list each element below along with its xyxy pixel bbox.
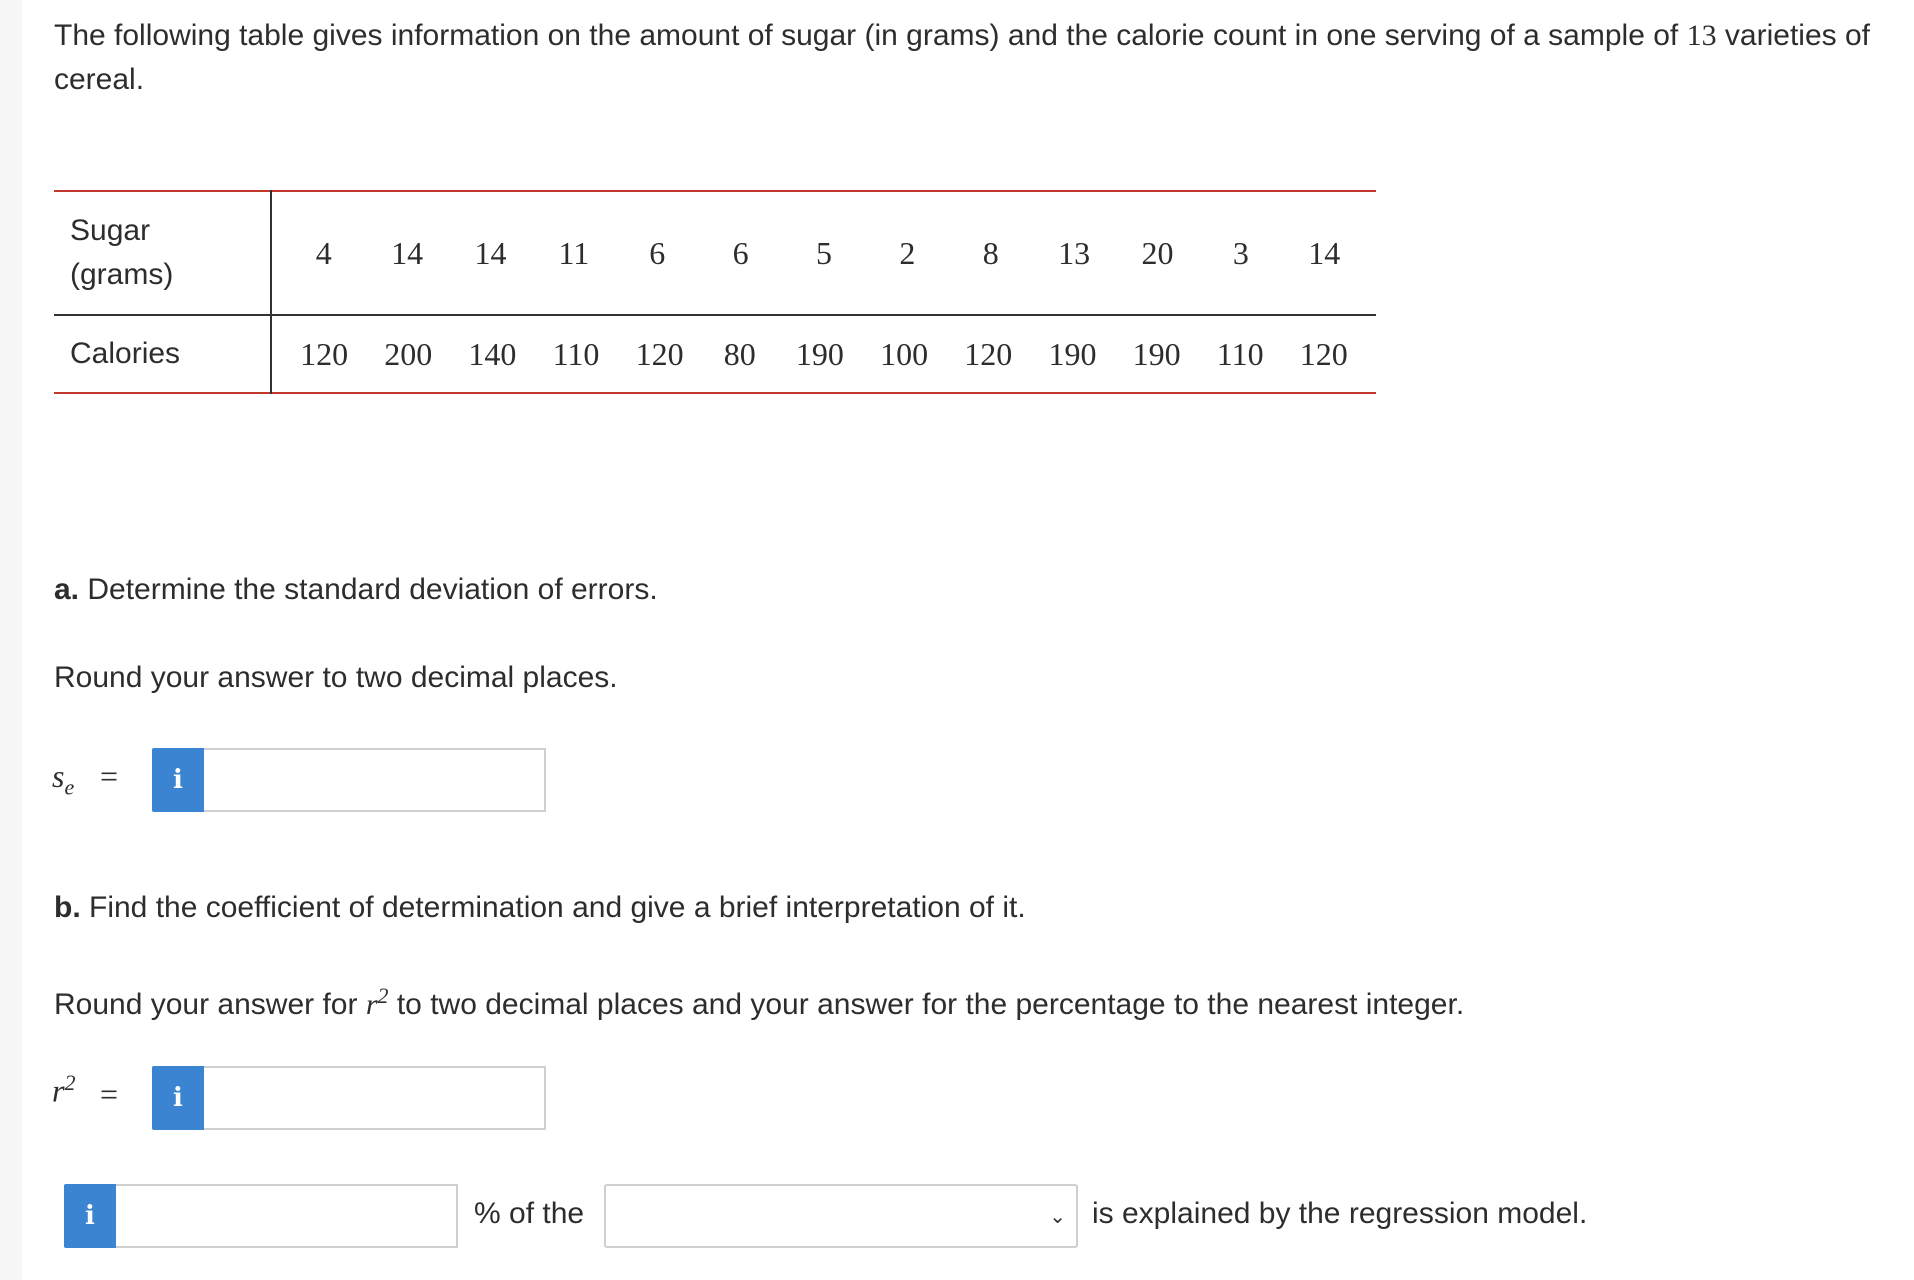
r2-symbol [52,1070,75,1110]
part-a-note: Round your answer to two decimal places. [54,661,618,694]
se-symbol-s: s [52,758,65,794]
part-b-label: b. [54,891,81,924]
sentence-end-text: is explained by the regression model. [1092,1197,1588,1230]
percent-of-the-text: % of the [474,1197,585,1230]
part-a-text: Determine the standard deviation of errors. [79,573,658,606]
percent-info-icon[interactable]: i [64,1184,116,1248]
calories-row [54,315,1376,393]
chevron-down-icon: ⌄ [1049,1204,1066,1228]
sugar-value-6: 5 [815,234,832,271]
r2-answer-group [152,1066,546,1130]
se-answer-group [152,748,546,812]
percent-input[interactable] [116,1184,458,1248]
problem-intro [54,14,1914,102]
calories-value-2: 140 [468,335,517,372]
sugar-label [54,191,271,315]
intro-text-end: varieties of cereal. [54,19,1870,96]
r2-symbol-r: r [52,1072,65,1109]
sugar-value-8: 8 [982,234,999,271]
calories-value-9: 190 [1048,335,1097,372]
r2-equals: = [100,1076,119,1112]
part-a-question [54,568,658,612]
part-b-question [54,886,1026,930]
calories-value-8: 120 [964,335,1013,372]
se-equals: = [100,758,119,794]
sugar-value-4: 6 [649,234,666,271]
page [22,0,1914,1280]
calories-value-4: 120 [635,335,684,372]
part-b-note [54,974,1464,1027]
sugar-label-line1: Sugar [70,214,151,247]
sugar-value-3: 11 [558,234,590,271]
part-b-note-r: r [365,988,378,1021]
percent-answer-group [64,1184,458,1248]
part-b-note-end: to two decimal places and your answer for the percentage to the nearest integer. [388,988,1465,1021]
se-symbol-sub: e [64,774,75,800]
sugar-value-2: 14 [474,234,507,271]
sugar-row [54,191,1376,315]
part-b-note-start: Round your answer for [54,988,366,1021]
sugar-value-9: 13 [1058,234,1091,271]
sugar-value-7: 2 [899,234,916,271]
sugar-value-5: 6 [732,234,749,271]
calories-value-11: 110 [1216,335,1264,372]
sugar-value-11: 3 [1232,234,1249,271]
calories-values [272,336,1376,373]
calories-value-6: 190 [795,335,844,372]
sugar-value-1: 14 [391,234,424,271]
se-input[interactable] [204,748,546,812]
sugar-label-line2: (grams) [70,258,174,291]
sugar-value-0: 4 [315,234,332,271]
se-symbol [52,758,74,800]
part-b-text: Find the coefficient of determination and give a brief interpretation of it. [80,891,1026,924]
variable-dropdown[interactable] [604,1184,1078,1248]
sample-size: 13 [1686,19,1717,52]
r2-info-icon[interactable]: i [152,1066,204,1130]
calories-value-7: 100 [880,335,929,372]
calories-label: Calories [54,315,271,393]
calories-value-3: 110 [552,335,600,372]
part-a-label: a. [54,573,80,606]
sugar-values [272,235,1376,272]
part-b-note-r2 [365,983,389,1021]
data-table [54,190,1376,394]
r2-input[interactable] [204,1066,546,1130]
calories-value-0: 120 [300,335,349,372]
sugar-value-10: 20 [1141,234,1174,271]
se-info-icon[interactable]: i [152,748,204,812]
calories-values-cell [271,315,1376,393]
sugar-value-12: 14 [1308,234,1341,271]
r2-symbol-sup: 2 [64,1070,76,1095]
calories-value-12: 120 [1299,335,1348,372]
sugar-values-cell [271,191,1376,315]
intro-text-start: The following table gives information on the amount of sugar (in grams) and the calorie count in one serving of a sample of [54,19,1687,52]
calories-value-5: 80 [723,335,756,372]
calories-value-1: 200 [384,335,433,372]
part-b-note-sup: 2 [377,983,389,1008]
calories-value-10: 190 [1132,335,1181,372]
